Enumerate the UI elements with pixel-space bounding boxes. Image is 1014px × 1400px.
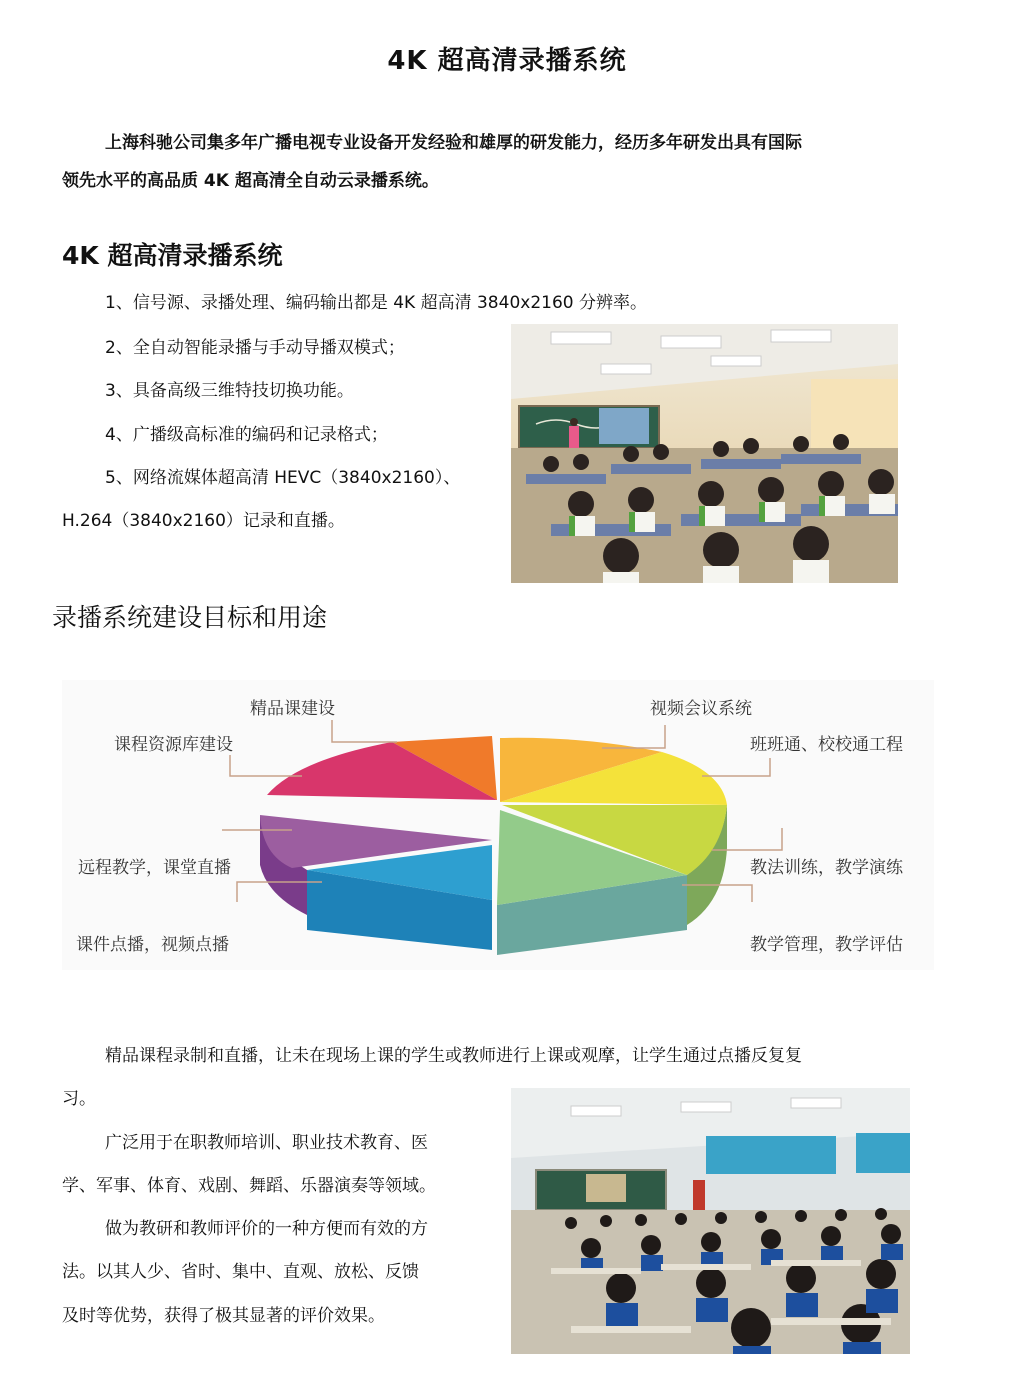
feature-item-4: 4、广播级高标准的编码和记录格式； — [105, 425, 388, 445]
intro-line-2: 领先水平的高品质 4K 超高清全自动云录播系统。 — [62, 171, 439, 191]
section1-heading: 4K 超高清录播系统 — [62, 241, 283, 270]
evaluation-line-1: 做为教研和教师评价的一种方便而有效的方 — [105, 1219, 428, 1239]
pie-label-campus-network: 班班通、校校通工程 — [750, 735, 903, 755]
feature-item-2: 2、全自动智能录播与手动导播双模式； — [105, 338, 405, 358]
pie-label-quality-courses: 精品课建设 — [250, 699, 335, 719]
feature-item-3: 3、具备高级三维特技切换功能。 — [105, 381, 354, 401]
usage-line-2: 习。 — [62, 1089, 96, 1109]
usage-pie-infographic — [62, 680, 934, 970]
intro-line-1: 上海科驰公司集多年广播电视专业设备开发经验和雄厚的研发能力，经历多年研发出具有国际 — [105, 133, 802, 153]
feature-item-1: 1、信号源、录播处理、编码输出都是 4K 超高清 3840x2160 分辨率。 — [105, 293, 647, 313]
classroom-photo-2 — [511, 1088, 910, 1354]
pie-label-resource-library: 课程资源库建设 — [114, 735, 233, 755]
feature-item-5-cont: H.264（3840x2160）记录和直播。 — [62, 511, 345, 531]
pie-label-teaching-evaluation: 教学管理，教学评估 — [750, 935, 903, 955]
evaluation-line-3: 及时等优势，获得了极其显著的评价效果。 — [62, 1306, 385, 1326]
pie-label-video-on-demand: 课件点播，视频点播 — [76, 935, 229, 955]
feature-item-5: 5、网络流媒体超高清 HEVC（3840x2160）、 — [105, 468, 461, 488]
evaluation-line-2: 法。以其人少、省时、集中、直观、放松、反馈 — [62, 1262, 419, 1282]
application-line-2: 学、军事、体育、戏剧、舞蹈、乐器演奏等领域。 — [62, 1176, 436, 1196]
pie-label-teaching-training: 教法训练，教学演练 — [750, 858, 903, 878]
application-line-1: 广泛用于在职教师培训、职业技术教育、医 — [105, 1133, 428, 1153]
pie-label-remote-teaching: 远程教学，课堂直播 — [78, 858, 231, 878]
page-title: 4K 超高清录播系统 — [387, 46, 627, 76]
section2-heading: 录播系统建设目标和用途 — [52, 603, 328, 632]
pie-label-video-conference: 视频会议系统 — [650, 699, 752, 719]
pie-graphic — [62, 680, 934, 970]
usage-line-1: 精品课程录制和直播，让未在现场上课的学生或教师进行上课或观摩，让学生通过点播反复复 — [105, 1046, 802, 1066]
classroom-photo-1 — [511, 324, 898, 583]
